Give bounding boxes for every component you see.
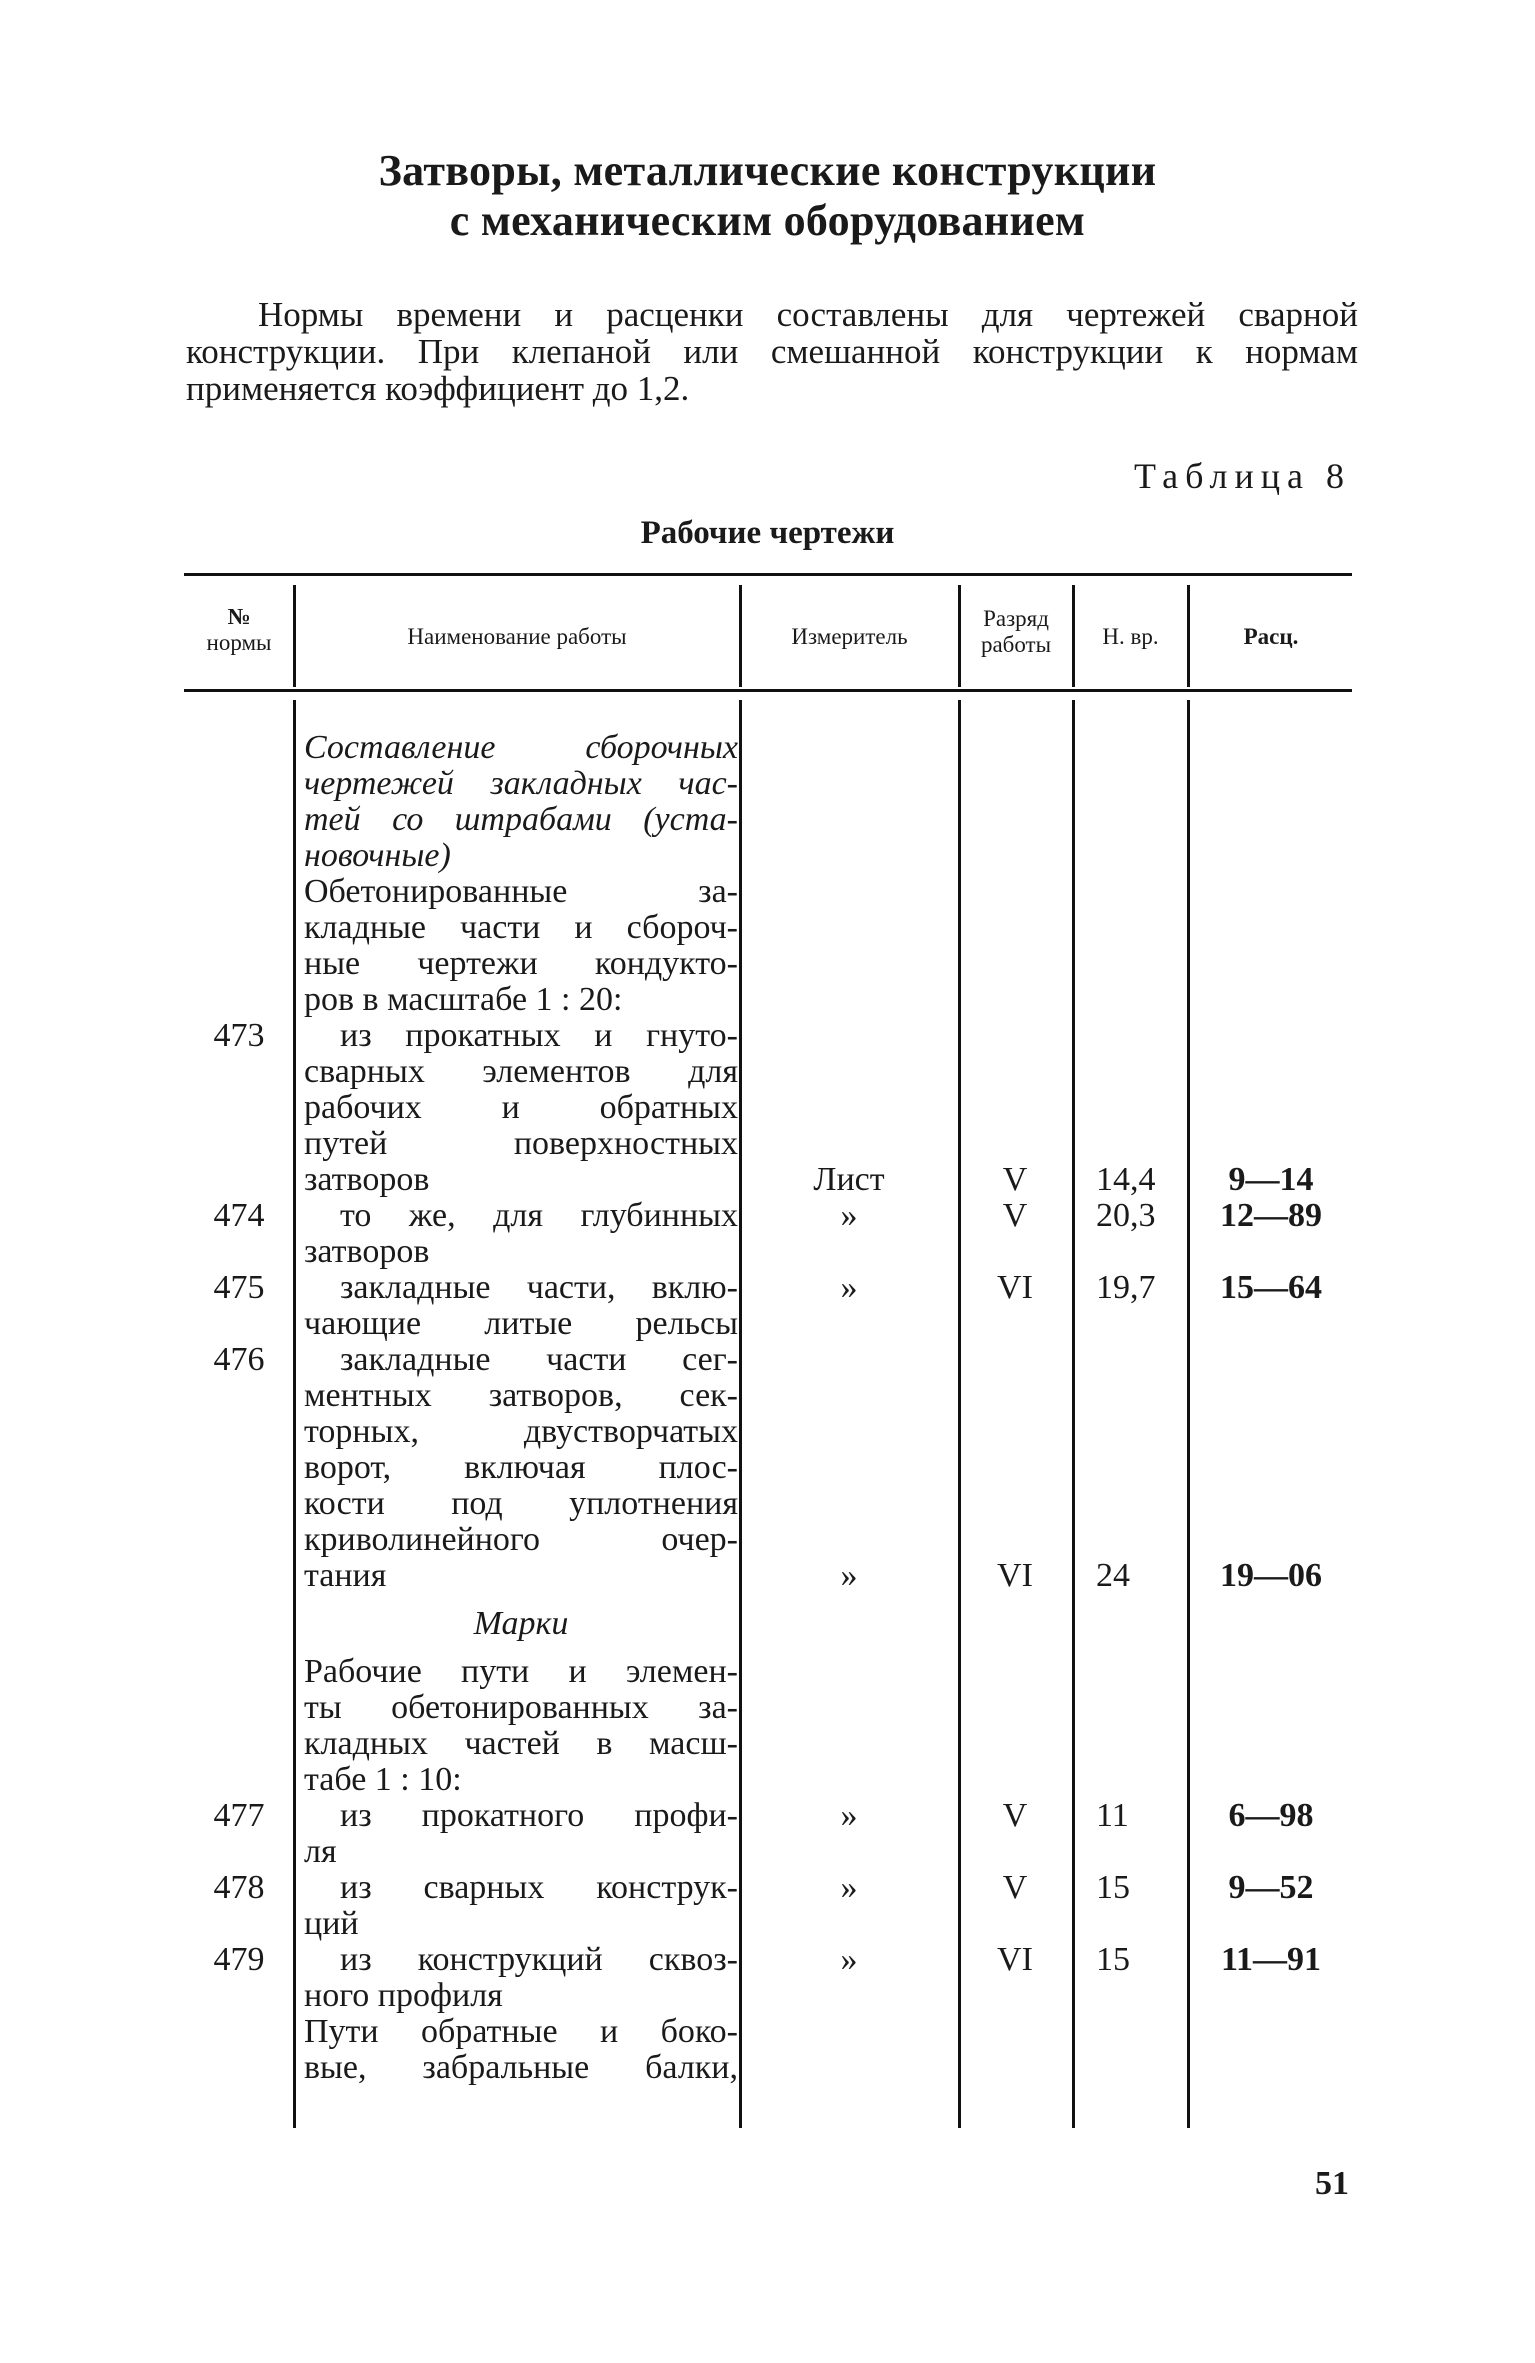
norm-number: 476 bbox=[213, 1341, 265, 1378]
body-divider-5 bbox=[1187, 700, 1190, 2128]
intro-text-line-2: конструкции. При клепаной или смешанной конструкции к нормам bbox=[186, 332, 1358, 371]
table-header-rule bbox=[184, 689, 1352, 692]
page-number: 51 bbox=[1315, 2165, 1349, 2202]
rate-cell: 11—91 bbox=[1220, 1941, 1322, 1978]
desc-line: Обетонированные за- bbox=[304, 873, 738, 910]
header-num-sign: № bbox=[227, 604, 251, 629]
desc-line: закладные части, вклю- bbox=[340, 1269, 738, 1306]
rate-cell: 15—64 bbox=[1220, 1269, 1322, 1306]
rank-cell: V bbox=[1002, 1197, 1028, 1234]
table-label: Таблица 8 bbox=[1134, 456, 1351, 496]
desc-line: ций bbox=[304, 1905, 359, 1942]
desc-line: ров в масштабе 1 : 20: bbox=[304, 981, 623, 1018]
intro-text-line-1: Нормы времени и расценки составлены для чертежей сварной bbox=[258, 295, 1358, 334]
measure-cell: » bbox=[840, 1797, 858, 1834]
desc-line: кладные части и сбороч- bbox=[304, 909, 738, 946]
header-num: нормы bbox=[206, 630, 272, 655]
measure-cell: » bbox=[840, 1557, 858, 1594]
desc-line: затворов bbox=[304, 1161, 430, 1198]
rank-cell: V bbox=[1002, 1161, 1028, 1198]
desc-line: вые, забральные балки, bbox=[304, 2049, 738, 2086]
desc-line: тания bbox=[304, 1557, 387, 1594]
body-divider-3 bbox=[958, 700, 961, 2128]
desc-line: Рабочие пути и элемен- bbox=[304, 1653, 738, 1690]
header-rank-1: Разряд bbox=[983, 606, 1049, 631]
time-norm-cell: 15 bbox=[1096, 1869, 1130, 1906]
time-norm-cell: 24 bbox=[1096, 1557, 1130, 1594]
rank-cell: V bbox=[1002, 1797, 1028, 1834]
desc-line: ные чертежи кондукто- bbox=[304, 945, 738, 982]
rank-cell: VI bbox=[997, 1269, 1033, 1306]
measure-cell: » bbox=[840, 1197, 858, 1234]
norm-number: 474 bbox=[213, 1197, 265, 1234]
table-name: Рабочие чертежи bbox=[640, 515, 895, 551]
desc-line: тей со штрабами (уста- bbox=[304, 801, 738, 838]
desc-line: ворот, включая плос- bbox=[304, 1449, 738, 1486]
header-norm: Н. вр. bbox=[1102, 624, 1159, 649]
desc-line: то же, для глубинных bbox=[340, 1197, 738, 1234]
header-measure: Измеритель bbox=[791, 624, 908, 649]
header-rate: Расц. bbox=[1243, 624, 1299, 649]
desc-line: ного профиля bbox=[304, 1977, 503, 2014]
body-divider-4 bbox=[1072, 700, 1075, 2128]
desc-line: из конструкций сквоз- bbox=[340, 1941, 738, 1978]
norm-number: 473 bbox=[213, 1017, 265, 1054]
desc-line: Составление сборочных bbox=[304, 729, 738, 766]
measure-cell: » bbox=[840, 1941, 858, 1978]
rate-cell: 9—14 bbox=[1228, 1161, 1314, 1198]
table-top-rule bbox=[184, 573, 1352, 576]
desc-line: ментных затворов, сек- bbox=[304, 1377, 738, 1414]
section-title-line-2: с механическим оборудованием bbox=[449, 196, 1086, 245]
measure-cell: » bbox=[840, 1269, 858, 1306]
section-title-line-1: Затворы, металлические конструкции bbox=[378, 146, 1157, 195]
desc-line: кости под уплотнения bbox=[304, 1485, 738, 1522]
norm-number: 478 bbox=[213, 1869, 265, 1906]
rate-cell: 6—98 bbox=[1228, 1797, 1314, 1834]
rate-cell: 9—52 bbox=[1228, 1869, 1314, 1906]
time-norm-cell: 20,3 bbox=[1096, 1197, 1156, 1234]
desc-line: ты обетонированных за- bbox=[304, 1689, 738, 1726]
intro-text-line-3: применяется коэффициент до 1,2. bbox=[186, 369, 690, 408]
measure-cell: » bbox=[840, 1869, 858, 1906]
measure-cell: Лист bbox=[813, 1161, 885, 1198]
desc-line: Пути обратные и боко- bbox=[304, 2013, 738, 2050]
desc-line: из прокатных и гнуто- bbox=[340, 1017, 738, 1054]
rate-cell: 12—89 bbox=[1220, 1197, 1322, 1234]
desc-line: рабочих и обратных bbox=[304, 1089, 738, 1126]
norm-number: 475 bbox=[213, 1269, 265, 1306]
time-norm-cell: 11 bbox=[1096, 1797, 1129, 1834]
rate-cell: 19—06 bbox=[1220, 1557, 1322, 1594]
rank-cell: VI bbox=[997, 1557, 1033, 1594]
desc-line: из сварных конструк- bbox=[340, 1869, 738, 1906]
header-rank-2: работы bbox=[980, 632, 1052, 657]
subsection-heading: Марки bbox=[473, 1605, 569, 1642]
rank-cell: VI bbox=[997, 1941, 1033, 1978]
desc-line: табе 1 : 10: bbox=[304, 1761, 462, 1798]
desc-line: торных, двустворчатых bbox=[304, 1413, 738, 1450]
body-divider-1 bbox=[293, 700, 296, 2128]
desc-line: путей поверхностных bbox=[304, 1125, 738, 1162]
norm-number: 477 bbox=[213, 1797, 265, 1834]
body-divider-2 bbox=[739, 700, 742, 2128]
desc-line: чертежей закладных час- bbox=[304, 765, 738, 802]
desc-line: кладных частей в масш- bbox=[304, 1725, 738, 1762]
desc-line: криволинейного очер- bbox=[304, 1521, 738, 1558]
desc-line: сварных элементов для bbox=[304, 1053, 738, 1090]
rank-cell: V bbox=[1002, 1869, 1028, 1906]
desc-line: новочные) bbox=[304, 837, 451, 874]
time-norm-cell: 15 bbox=[1096, 1941, 1130, 1978]
time-norm-cell: 19,7 bbox=[1096, 1269, 1156, 1306]
desc-line: закладные части сег- bbox=[340, 1341, 738, 1378]
desc-line: ля bbox=[304, 1833, 337, 1870]
time-norm-cell: 14,4 bbox=[1096, 1161, 1156, 1198]
header-name: Наименование работы bbox=[407, 624, 627, 649]
desc-line: из прокатного профи- bbox=[340, 1797, 738, 1834]
work-description bbox=[304, 730, 738, 2086]
desc-line: чающие литые рельсы bbox=[304, 1305, 738, 1342]
desc-line: затворов bbox=[304, 1233, 430, 1270]
norm-number: 479 bbox=[213, 1941, 265, 1978]
